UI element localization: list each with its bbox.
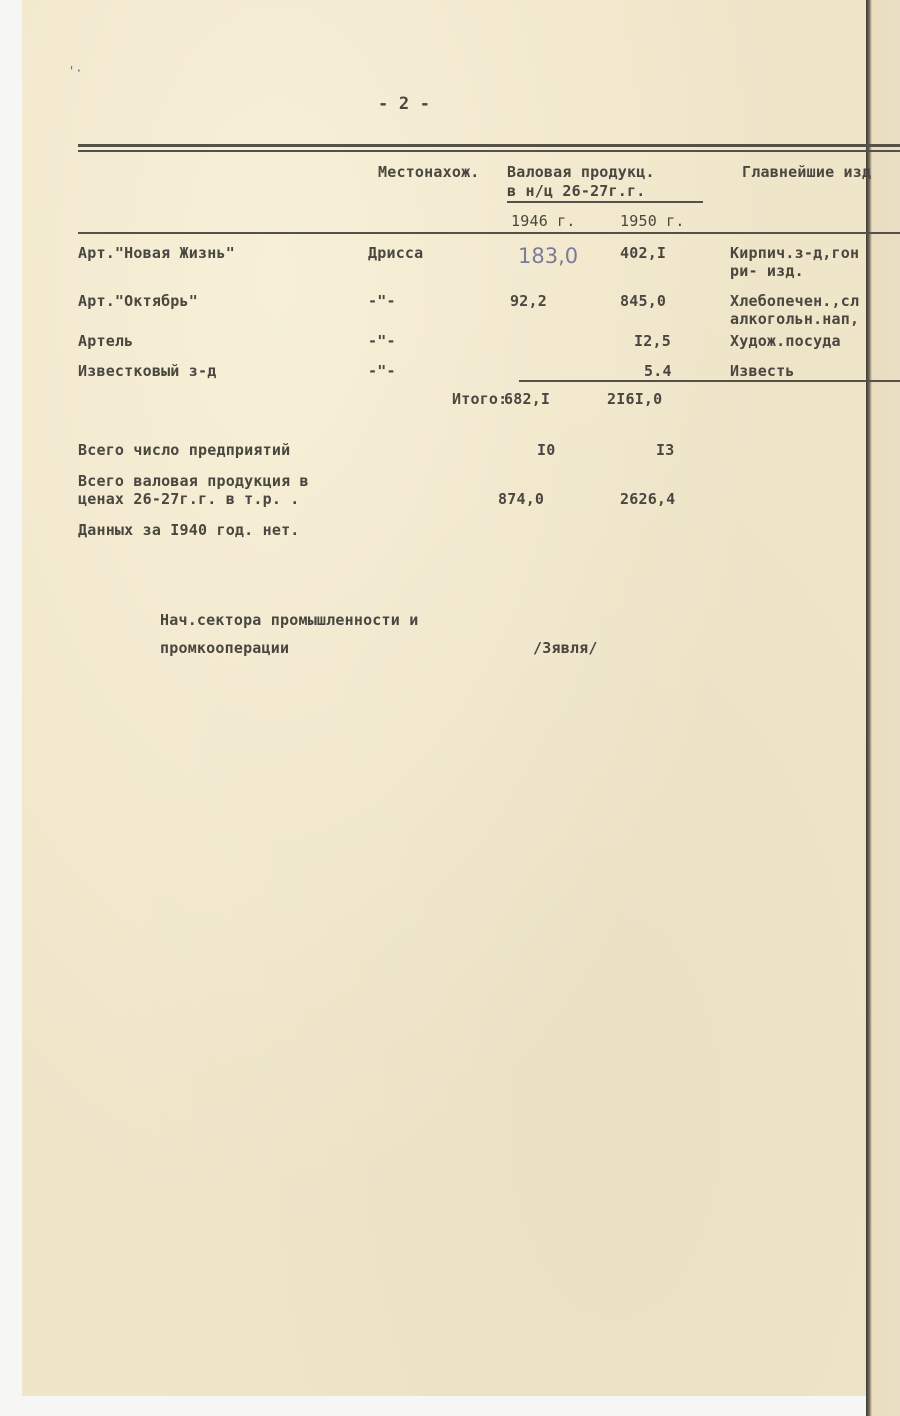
summary-label: Всего число предприятий: [78, 441, 291, 459]
row-value-1950: 845,0: [620, 292, 667, 310]
row-location: -"-: [368, 362, 396, 380]
row-products: Известь: [730, 362, 795, 380]
row-products: Худож.посуда: [730, 332, 841, 350]
top-rule: [78, 144, 900, 147]
document-page: [22, 0, 870, 1396]
signature-title: Нач.сектора промышленности и: [160, 611, 419, 629]
row-location: -"-: [368, 332, 396, 350]
row-name: Артель: [78, 332, 134, 350]
header-gross-output: Валовая продукц.: [507, 163, 655, 181]
row-products: Хлебопечен.,сл: [730, 292, 860, 310]
margin-mark: '·: [68, 64, 83, 78]
row-value-1950: 402,I: [620, 244, 667, 262]
summary-label-cont: ценах 26-27г.г. в т.р. .: [78, 490, 300, 508]
summary-1950: 2626,4: [620, 490, 676, 508]
signature-name: /Зявля/: [533, 639, 598, 657]
total-label: Итого:: [452, 390, 508, 408]
total-1946: 682,I: [504, 390, 551, 408]
row-value-1946-handwritten: 183,0: [518, 244, 579, 268]
summary-label: Всего валовая продукция в: [78, 472, 309, 490]
header-main-products: Главнейшие изд: [742, 163, 872, 181]
row-name: Арт."Новая Жизнь": [78, 244, 235, 262]
summary-1946: 874,0: [498, 490, 545, 508]
row-value-1946: 92,2: [510, 292, 547, 310]
header-bottom-rule: [78, 232, 900, 234]
row-name: Арт."Октябрь": [78, 292, 198, 310]
row-products-cont: алкогольн.нап,: [730, 310, 860, 328]
row-value-1950: 5.4: [644, 362, 672, 380]
page-number: - 2 -: [378, 94, 431, 114]
summary-1950: I3: [656, 441, 675, 459]
signature-title-cont: промкооперации: [160, 639, 290, 657]
note: Данных за I940 год. нет.: [78, 521, 300, 539]
row-name: Известковый з-д: [78, 362, 217, 380]
total-1950: 2I6I,0: [607, 390, 663, 408]
header-location: Местонахож.: [378, 163, 480, 181]
total-rule: [519, 380, 900, 382]
row-location: Дрисса: [368, 244, 424, 262]
row-products: Кирпич.з-д,гон: [730, 244, 860, 262]
row-location: -"-: [368, 292, 396, 310]
header-gross-output-prices: в н/ц 26-27г.г.: [507, 182, 646, 200]
header-year-1950: 1950 г.: [620, 212, 685, 230]
row-products-cont: ри- изд.: [730, 262, 804, 280]
next-page-edge: [866, 0, 900, 1416]
top-rule-2: [78, 150, 900, 152]
header-year-1946: 1946 г.: [511, 212, 576, 230]
summary-1946: I0: [537, 441, 556, 459]
row-value-1950: I2,5: [634, 332, 671, 350]
header-underline: [507, 201, 703, 203]
